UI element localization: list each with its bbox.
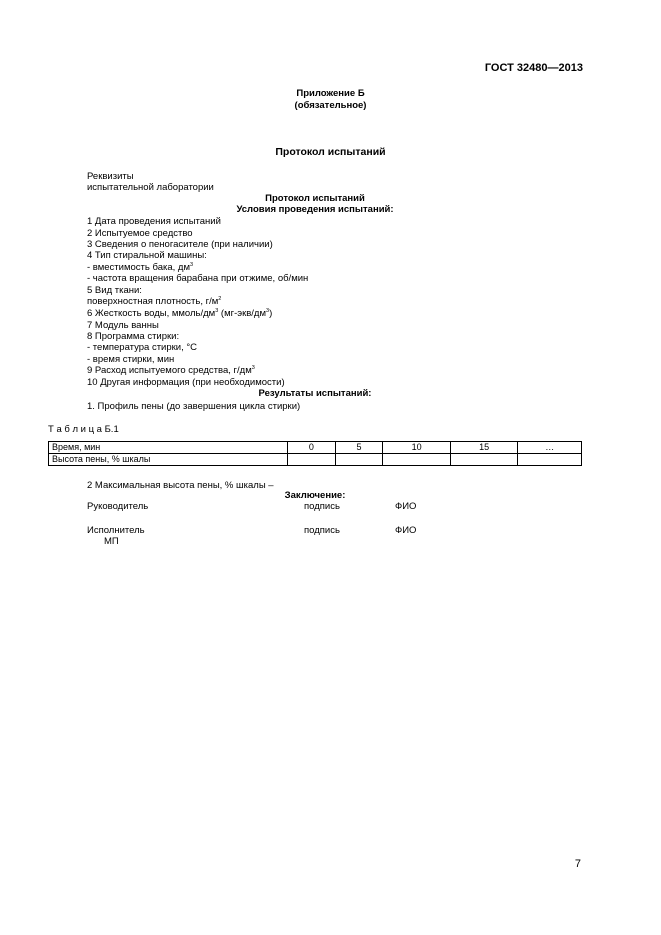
item-6-sup1: 3 <box>215 307 219 314</box>
item-6-text-b: (мг-экв/дм <box>218 308 267 319</box>
table-time-cell: 10 <box>383 442 451 454</box>
item-5a-text: поверхностная плотность, г/м <box>87 296 219 307</box>
table-empty-cell <box>450 454 518 466</box>
table-empty-cell <box>518 454 582 466</box>
stamp-label: МП <box>104 536 119 547</box>
item-6-sup2: 3 <box>266 307 270 314</box>
item-9-sup: 3 <box>251 364 255 371</box>
item-6 <box>87 308 272 319</box>
item-9-text: 9 Расход испытуемого средства, г/дм <box>87 365 252 376</box>
item-8: 8 Программа стирки: <box>87 331 180 342</box>
signature-label: подпись <box>304 501 340 512</box>
table-time-cell: 15 <box>450 442 518 454</box>
item-3: 3 Сведения о пеногасителе (при наличии) <box>87 239 273 250</box>
name-label: ФИО <box>395 525 417 536</box>
annex-subtitle: (обязательное) <box>294 100 367 111</box>
item-5: 5 Вид ткани: <box>87 285 142 296</box>
results-title: Результаты испытаний: <box>258 388 372 399</box>
item-4a-sup: 3 <box>189 261 194 268</box>
item-4a-text: - вместимость бака, дм <box>87 262 190 273</box>
item-4b: - частота вращения барабана при отжиме, об/мин <box>87 273 309 284</box>
table-caption: Т а б л и ц а Б.1 <box>48 424 119 435</box>
item-8a: - температура стирки, °С <box>87 342 198 353</box>
item-4a <box>87 262 193 273</box>
item-10: 10 Другая информация (при необходимости) <box>87 377 285 388</box>
table-row <box>49 442 582 454</box>
item-6-text-c: ) <box>269 308 273 319</box>
role-head: Руководитель <box>87 501 149 512</box>
item-4: 4 Тип стиральной машины: <box>87 250 207 261</box>
requisites-line2: испытательной лаборатории <box>87 182 214 193</box>
document-code: ГОСТ 32480—2013 <box>484 62 583 74</box>
table-row <box>49 454 582 466</box>
role-executor: Исполнитель <box>87 525 145 536</box>
item-6-text-a: 6 Жесткость воды, ммоль/дм <box>87 308 216 319</box>
item-5a <box>87 296 221 307</box>
annex-title: Приложение Б <box>296 88 365 99</box>
item-1: 1 Дата проведения испытаний <box>87 216 221 227</box>
table-time-cell: … <box>518 442 582 454</box>
section-title: Протокол испытаний <box>275 146 386 158</box>
conclusion-title: Заключение: <box>284 490 346 501</box>
item-2: 2 Испытуемое средство <box>87 228 193 239</box>
result-1: 1. Профиль пены (до завершения цикла стирки) <box>87 401 301 412</box>
item-8b: - время стирки, мин <box>87 354 175 365</box>
foam-profile-table <box>48 441 582 466</box>
name-label: ФИО <box>395 501 417 512</box>
table-empty-cell <box>383 454 451 466</box>
conditions-title: Условия проведения испытаний: <box>236 204 394 215</box>
item-7: 7 Модуль ванны <box>87 320 159 331</box>
result-2: 2 Максимальная высота пены, % шкалы – <box>87 480 274 491</box>
table-row1-label: Время, мин <box>49 442 288 454</box>
table-row2-label: Высота пены, % шкалы <box>49 454 288 466</box>
signature-label: подпись <box>304 525 340 536</box>
table-time-cell: 0 <box>288 442 336 454</box>
table-time-cell: 5 <box>335 442 383 454</box>
table-empty-cell <box>288 454 336 466</box>
item-5a-sup: 2 <box>218 295 222 302</box>
requisites-line1: Реквизиты <box>87 171 134 182</box>
protocol-title: Протокол испытаний <box>265 193 365 204</box>
table-empty-cell <box>335 454 383 466</box>
item-9 <box>87 365 255 376</box>
page-number: 7 <box>574 858 581 870</box>
